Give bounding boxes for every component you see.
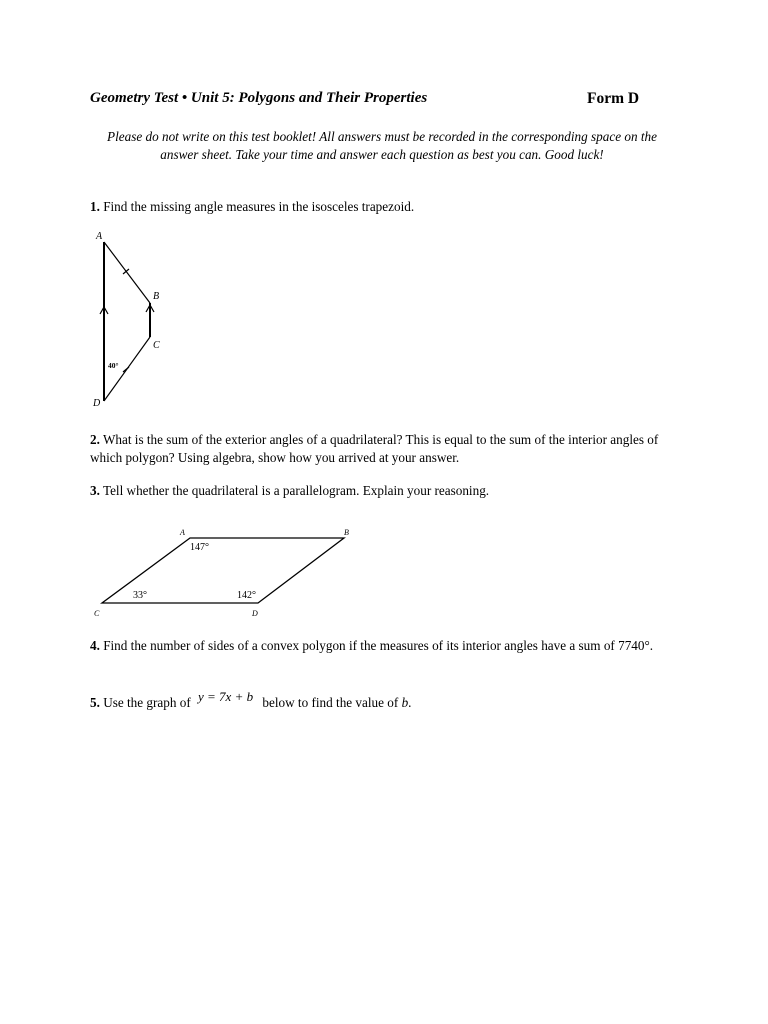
- vertex-label-a: A: [96, 231, 103, 242]
- form-label: Form D: [587, 90, 640, 107]
- vertex-label-d: D: [93, 398, 101, 409]
- angle-label-c: 33°: [133, 590, 147, 601]
- question-number: 1.: [90, 199, 100, 214]
- question-number: 2.: [90, 432, 100, 447]
- question-text: What is the sum of the exterior angles of a quadrilateral? This is equal to the sum of the interior angles of which polygon? Using algebra, show how you arrived at your answer.: [90, 432, 659, 465]
- vertex-label-b: B: [344, 528, 349, 537]
- angle-label-d: 40°: [108, 361, 119, 370]
- test-title: Geometry Test • Unit 5: Polygons and Their Properties: [90, 90, 428, 106]
- vertex-label-c: C: [94, 609, 100, 618]
- question-text: Find the missing angle measures in the isosceles trapezoid.: [99, 199, 415, 214]
- question-1: [90, 198, 686, 216]
- instructions: Please do not write on this test booklet! All answers must be recorded in the corresponding space on the answer sheet. Take your time and answer each question as best you can. Good luck!: [107, 129, 657, 162]
- question-text: Tell whether the quadrilateral is a parallelogram. Explain your reasoning.: [99, 483, 490, 498]
- angle-label-d: 142°: [237, 590, 256, 601]
- question-2: [90, 431, 686, 466]
- question-text-after: below to find the value of: [259, 695, 402, 710]
- variable-b: b: [401, 695, 409, 710]
- vertex-label-b: B: [153, 291, 160, 302]
- question-number: 4.: [90, 638, 100, 653]
- angle-label-a: 147°: [190, 542, 209, 553]
- equation: y = 7x + b: [198, 689, 254, 704]
- vertex-label-a: A: [180, 528, 185, 537]
- isosceles-trapezoid-figure: [84, 224, 194, 416]
- test-header: [90, 90, 660, 114]
- question-3: [90, 482, 686, 500]
- question-number: 5.: [90, 695, 100, 710]
- question-4: [90, 637, 686, 655]
- question-text-before: Use the graph of: [99, 695, 195, 710]
- question-number: 3.: [90, 483, 100, 498]
- period: .: [408, 695, 412, 710]
- quadrilateral-figure: [88, 522, 368, 624]
- vertex-label-c: C: [153, 340, 160, 351]
- question-5: [90, 689, 686, 712]
- vertex-label-d: D: [252, 609, 258, 618]
- question-text: Find the number of sides of a convex polygon if the measures of its interior angles have a sum of 7740°.: [99, 638, 654, 653]
